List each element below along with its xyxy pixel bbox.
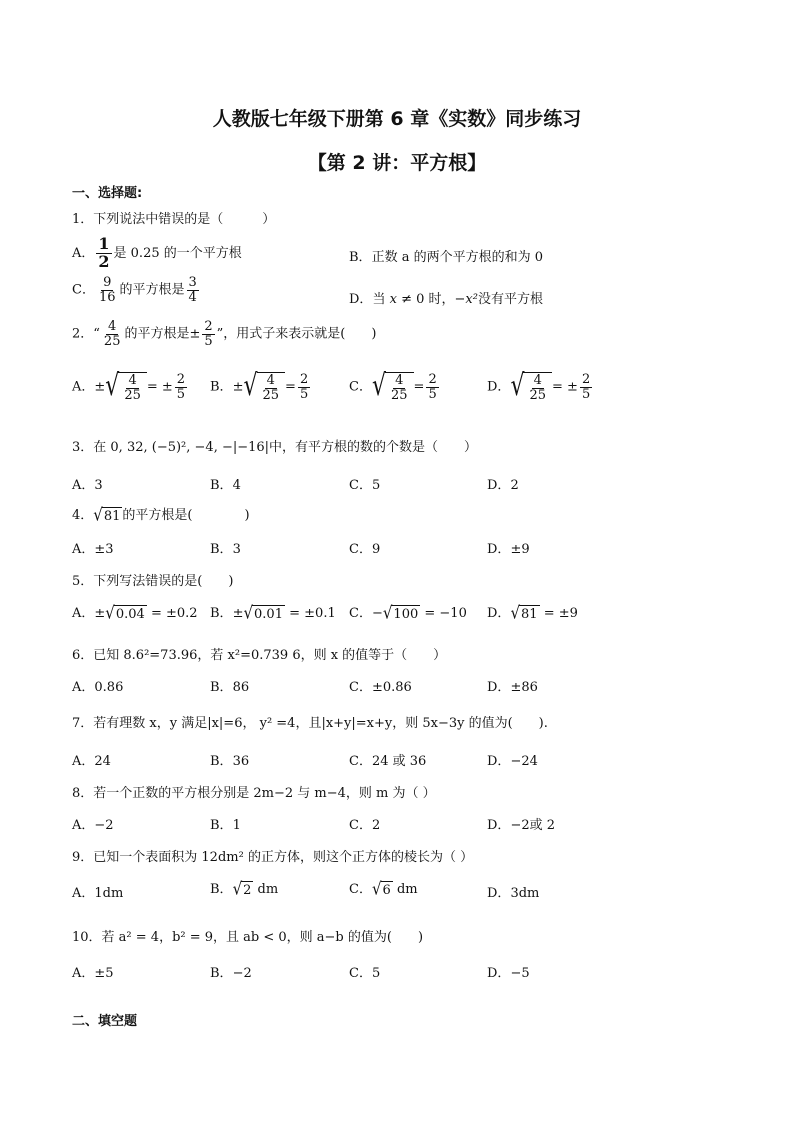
q5-option-b: B．± √ 0.01 = ±0.1 <box>210 602 336 624</box>
q5-option-d: D． √ 81 = ±9 <box>487 602 578 624</box>
q8-stem: 8．若一个正数的平方根分别是 2m−2 与 m−4，则 m 为（ ） <box>72 786 436 801</box>
q7-option-b: B．36 <box>210 754 250 769</box>
q9-option-c: C． √ 6 dm <box>349 878 418 900</box>
document-subtitle: 【第 2 讲：平方根】 <box>307 152 487 174</box>
q8-option-c: C．2 <box>349 818 381 833</box>
q6-option-b: B．86 <box>210 680 250 695</box>
q7-option-c: C．24 或 36 <box>349 754 427 769</box>
q2-option-a: A．± √ $\frac{4}{25}$ = ± $\frac{2}{5}$ <box>72 369 186 404</box>
q2-option-c: C． √ $\frac{4}{25}$ = $\frac{2}{5}$ <box>349 369 437 404</box>
q5-stem: 5．下列写法错误的是( ) <box>72 574 234 589</box>
q10-option-b: B．−2 <box>210 966 252 981</box>
q8-option-a: A．−2 <box>72 818 114 833</box>
q4-option-b: B．3 <box>210 542 241 557</box>
q3-option-c: C．5 <box>349 478 381 493</box>
q6-option-c: C．±0.86 <box>349 680 412 695</box>
q9-option-a: A．1dm <box>72 886 124 901</box>
q6-stem: 6．已知 8.6²=73.96，若 x²=0.739 6，则 x 的值等于（ ） <box>72 648 447 663</box>
q1-option-b: B．正数 a 的两个平方根的和为 0 <box>349 250 543 265</box>
q1-stem: 1．下列说法中错误的是（ ） <box>72 212 276 227</box>
section-fill-heading: 二、填空题 <box>72 1014 138 1029</box>
q9-option-b: B． √ 2 dm <box>210 878 279 900</box>
q10-stem: 10．若 a² = 4，b² = 9，且 ab < 0，则 a−b 的值为( ) <box>72 930 424 945</box>
q7-option-d: D．−24 <box>487 754 538 769</box>
q8-option-d: D．−2或 2 <box>487 818 556 833</box>
q4-stem: 4． √ 81 的平方根是( ) <box>72 504 250 526</box>
document-title: 人教版七年级下册第 6 章《实数》同步练习 <box>212 108 582 130</box>
q1-option-a: A． $\frac{1}{2}$ 是 0.25 的一个平方根 <box>72 234 242 271</box>
q3-stem: 3．在 0, 32, (−5)², −4, −|−16|中，有平方根的数的个数是（ ） <box>72 440 478 455</box>
q4-option-c: C．9 <box>349 542 381 557</box>
q3-option-a: A．3 <box>72 478 103 493</box>
q4-option-a: A．±3 <box>72 542 114 557</box>
q9-stem: 9．已知一个表面积为 12dm² 的正方体，则这个正方体的棱长为（ ） <box>72 850 474 865</box>
q8-option-b: B．1 <box>210 818 241 833</box>
q3-option-d: D．2 <box>487 478 519 493</box>
q3-option-b: B．4 <box>210 478 241 493</box>
q7-stem: 7．若有理数 x，y 满足|x|=6， y² =4，且|x+y|=x+y，则 5x−3y 的值为( ). <box>72 716 548 731</box>
q2-option-b: B．± √ $\frac{4}{25}$ = $\frac{2}{5}$ <box>210 369 309 404</box>
q9-option-d: D．3dm <box>487 886 540 901</box>
q2-stem: 2．“ $\frac{4}{25}$ 的平方根是± $\frac{2}{5}$ ”，用式子来表示就是( ) <box>72 319 377 349</box>
q10-option-d: D．−5 <box>487 966 530 981</box>
section-choice-heading: 一、选择题: <box>72 186 143 201</box>
q5-option-c: C．− √ 100 = −10 <box>349 602 467 624</box>
q7-option-a: A．24 <box>72 754 111 769</box>
q10-option-c: C．5 <box>349 966 381 981</box>
q6-option-d: D．±86 <box>487 680 538 695</box>
q1-option-c: C． $\frac{9}{16}$ 的平方根是 $\frac{3}{4}$ <box>72 275 197 305</box>
q10-option-a: A．±5 <box>72 966 114 981</box>
q4-option-d: D．±9 <box>487 542 530 557</box>
q5-option-a: A．± √ 0.04 = ±0.2 <box>72 602 198 624</box>
q6-option-a: A．0.86 <box>72 680 124 695</box>
q2-option-d: D． √ $\frac{4}{25}$ = ± $\frac{2}{5}$ <box>487 369 591 404</box>
q1-option-d: D．当 x ≠ 0 时，−x²没有平方根 <box>349 292 543 307</box>
